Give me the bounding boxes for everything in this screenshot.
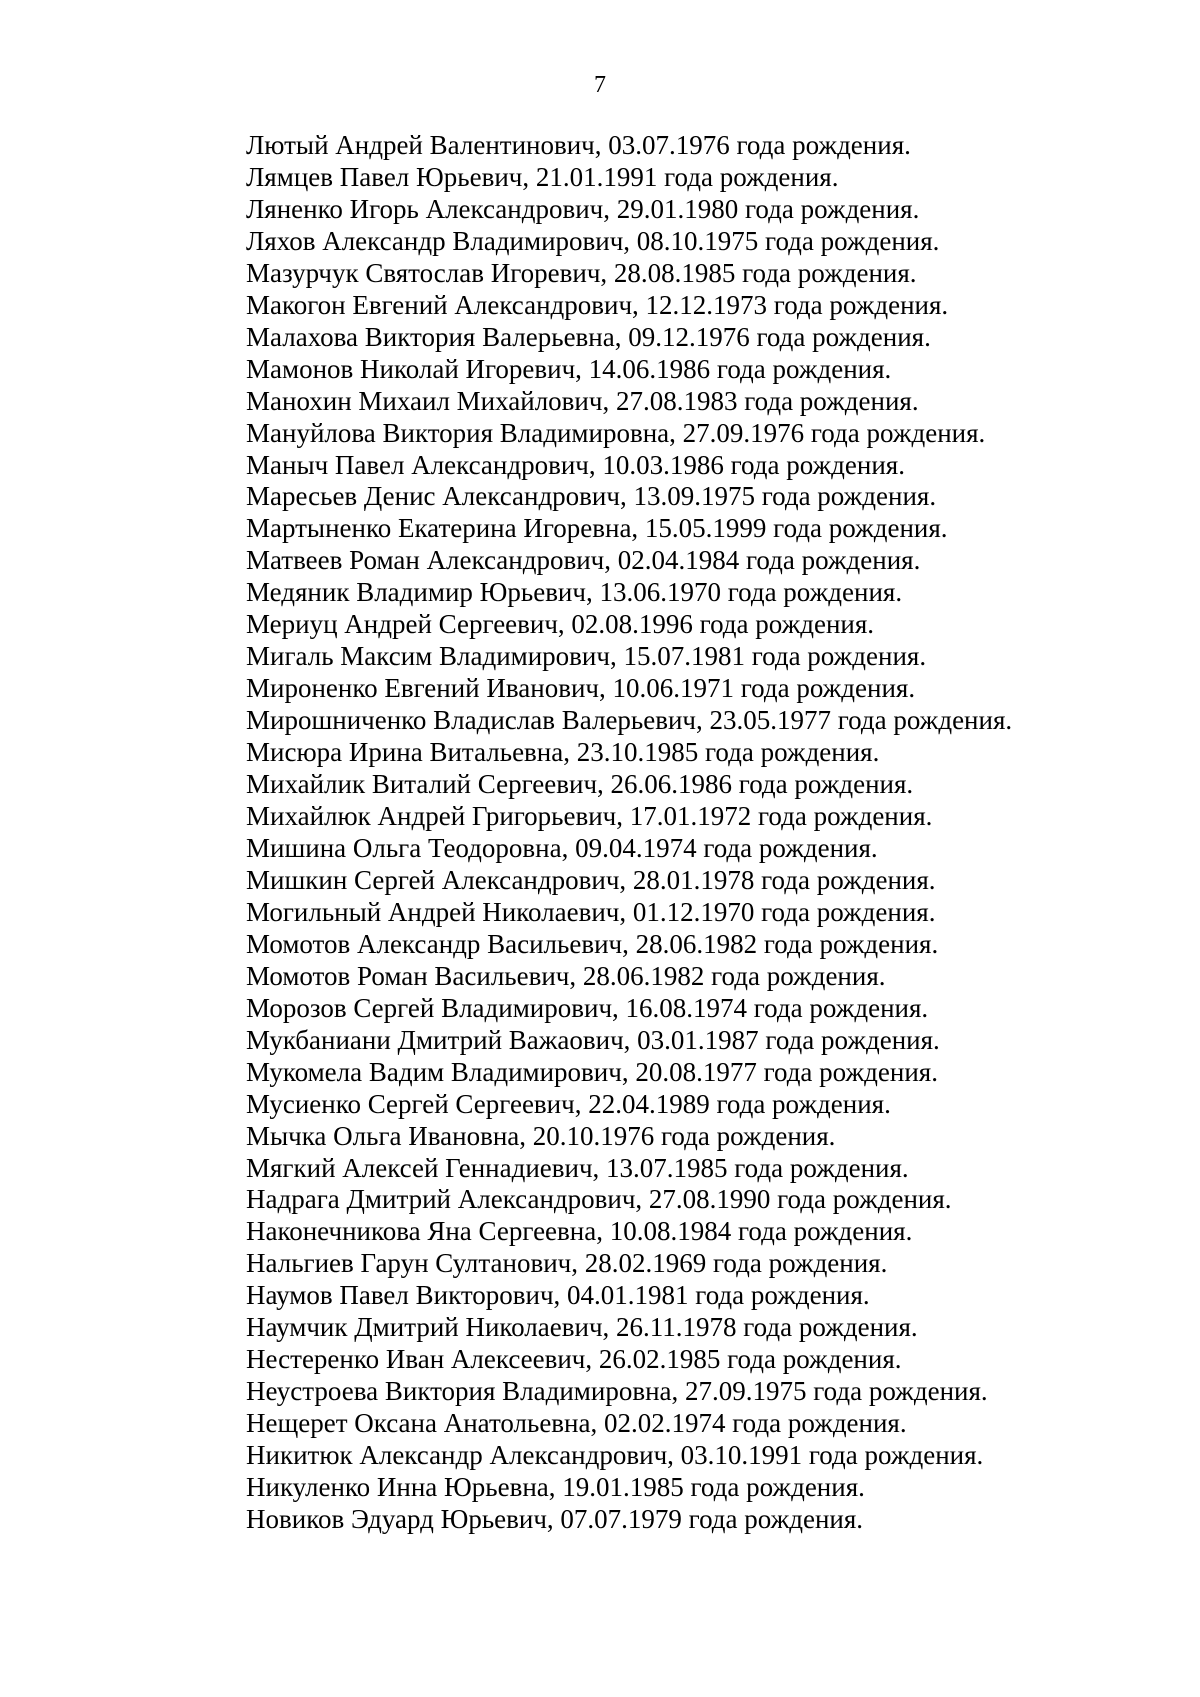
list-item: Мукбаниани Дмитрий Важаович, 03.01.1987 года рождения. [246, 1024, 940, 1055]
list-item: Никуленко Инна Юрьевна, 19.01.1985 года рождения. [246, 1472, 865, 1503]
list-item: Лямцев Павел Юрьевич, 21.01.1991 года рождения. [246, 161, 839, 192]
list-item: Макогон Евгений Александрович, 12.12.1973 года рождения. [246, 289, 949, 320]
list-item: Мирошниченко Владислав Валерьевич, 23.05.1977 года рождения. [246, 705, 1013, 736]
list-item: Мычка Ольга Ивановна, 20.10.1976 года рождения. [246, 1120, 836, 1151]
list-item: Мазурчук Святослав Игоревич, 28.08.1985 года рождения. [246, 257, 917, 288]
list-item: Неустроева Виктория Владимировна, 27.09.1975 года рождения. [246, 1376, 988, 1407]
list-item: Матвеев Роман Александрович, 02.04.1984 года рождения. [246, 545, 921, 576]
list-item: Мисюра Ирина Витальевна, 23.10.1985 года рождения. [246, 737, 880, 768]
list-item: Ляненко Игорь Александрович, 29.01.1980 года рождения. [246, 193, 920, 224]
list-item: Наумов Павел Викторович, 04.01.1981 года рождения. [246, 1280, 870, 1311]
list-item: Манохин Михаил Михайлович, 27.08.1983 года рождения. [246, 385, 919, 416]
list-item: Нестеренко Иван Алексеевич, 26.02.1985 года рождения. [246, 1344, 902, 1375]
list-item: Надрага Дмитрий Александрович, 27.08.1990 года рождения. [246, 1184, 952, 1215]
list-item: Морозов Сергей Владимирович, 16.08.1974 года рождения. [246, 992, 929, 1023]
list-item: Могильный Андрей Николаевич, 01.12.1970 года рождения. [246, 896, 936, 927]
list-item: Медяник Владимир Юрьевич, 13.06.1970 года рождения. [246, 577, 903, 608]
list-item: Никитюк Александр Александрович, 03.10.1991 года рождения. [246, 1440, 984, 1471]
list-item: Маресьев Денис Александрович, 13.09.1975 года рождения. [246, 481, 937, 512]
list-item: Мусиенко Сергей Сергеевич, 22.04.1989 года рождения. [246, 1088, 891, 1119]
list-item: Момотов Александр Васильевич, 28.06.1982 года рождения. [246, 928, 939, 959]
list-item: Нещерет Оксана Анатольевна, 02.02.1974 года рождения. [246, 1408, 907, 1439]
list-item: Момотов Роман Васильевич, 28.06.1982 года рождения. [246, 960, 886, 991]
list-item: Мукомела Вадим Владимирович, 20.08.1977 года рождения. [246, 1056, 938, 1087]
list-item: Наумчик Дмитрий Николаевич, 26.11.1978 года рождения. [246, 1312, 918, 1343]
list-item: Ляхов Александр Владимирович, 08.10.1975 года рождения. [246, 225, 940, 256]
list-item: Новиков Эдуард Юрьевич, 07.07.1979 года рождения. [246, 1503, 864, 1534]
list-item: Мамонов Николай Игоревич, 14.06.1986 года рождения. [246, 353, 892, 384]
list-item: Михайлик Виталий Сергеевич, 26.06.1986 года рождения. [246, 769, 914, 800]
list-item: Мягкий Алексей Геннадиевич, 13.07.1985 года рождения. [246, 1152, 909, 1183]
list-item: Мартыненко Екатерина Игоревна, 15.05.1999 года рождения. [246, 513, 948, 544]
list-item: Мигаль Максим Владимирович, 15.07.1981 года рождения. [246, 641, 927, 672]
list-item: Малахова Виктория Валерьевна, 09.12.1976 года рождения. [246, 321, 931, 352]
list-item: Нальгиев Гарун Султанович, 28.02.1969 года рождения. [246, 1248, 888, 1279]
list-item: Михайлюк Андрей Григорьевич, 17.01.1972 года рождения. [246, 801, 933, 832]
list-item: Мануйлова Виктория Владимировна, 27.09.1976 года рождения. [246, 417, 986, 448]
list-item: Лютый Андрей Валентинович, 03.07.1976 года рождения. [246, 130, 911, 160]
person-list [246, 130, 1012, 1536]
list-item: Маныч Павел Александрович, 10.03.1986 года рождения. [246, 449, 905, 480]
list-item: Мироненко Евгений Иванович, 10.06.1971 года рождения. [246, 673, 916, 704]
list-item: Мишкин Сергей Александрович, 28.01.1978 года рождения. [246, 864, 936, 895]
list-item: Мишина Ольга Теодоровна, 09.04.1974 года рождения. [246, 832, 878, 863]
list-item: Мериуц Андрей Сергеевич, 02.08.1996 года рождения. [246, 609, 875, 640]
list-item: Наконечникова Яна Сергеевна, 10.08.1984 года рождения. [246, 1216, 913, 1247]
page-number: 7 [594, 72, 606, 98]
